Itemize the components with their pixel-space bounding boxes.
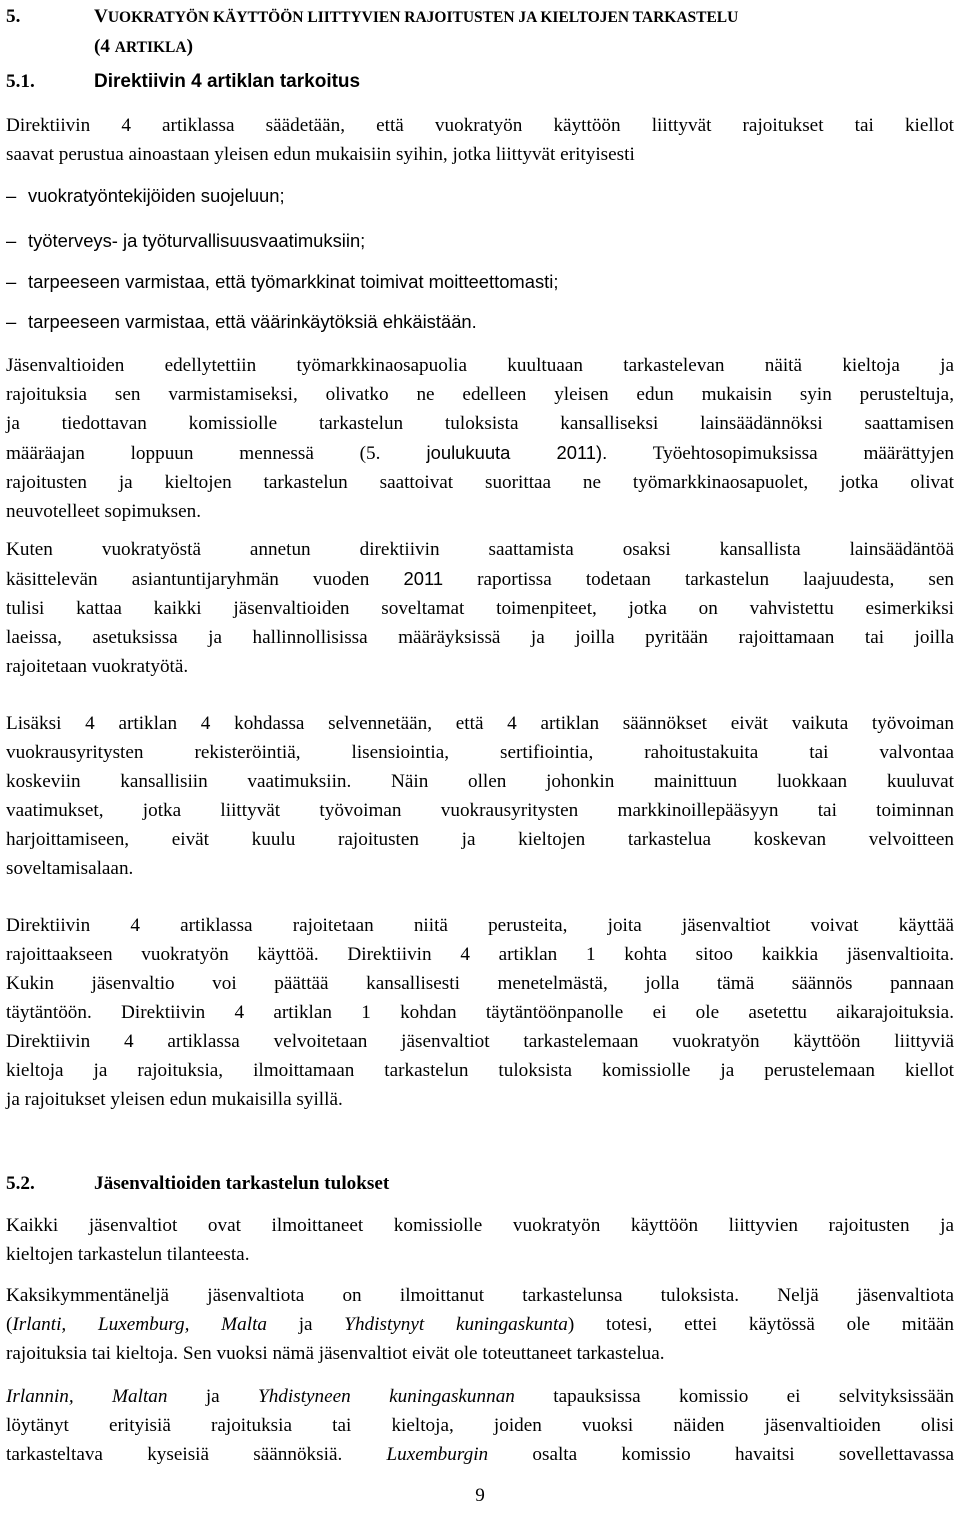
paragraph-text: raportissa todetaan tarkastelun laajuudesta, sen xyxy=(443,569,955,590)
paragraph-line: soveltamisalaan. xyxy=(6,858,134,879)
list-dash: – xyxy=(6,271,17,292)
paragraph-line xyxy=(6,1440,954,1469)
paragraph-line: rajoituksia tai kieltoja. Sen vuoksi nämä jäsenvaltiot eivät ole toteuttaneet tarkastelua. xyxy=(6,1343,665,1364)
paragraph-line: täytäntöön. Direktiivin 4 artiklan 1 kohdan täytäntöönpanolle ei ole asetettu aikarajoituksia. xyxy=(6,1002,954,1023)
deadline-date: joulukuuta 2011). xyxy=(380,442,608,463)
section-5-heading-line1 xyxy=(6,2,954,32)
paragraph-text: osalta komissio havaitsi sovellettavassa xyxy=(488,1444,954,1465)
paragraph-line xyxy=(6,1310,954,1339)
paragraph-line: Direktiivin 4 artiklassa rajoitetaan niitä perusteita, joita jäsenvaltiot voivat käyttää xyxy=(6,915,954,936)
paren-open: ( xyxy=(6,1314,13,1335)
paragraph-line: vuokrausyritysten rekisteröintiä, lisensiointia, sertifiointia, rahoitustakuita tai valvontaa xyxy=(6,742,954,763)
paragraph-line: Jäsenvaltioiden edellytettiin työmarkkinaosapuolia kuultuaan tarkastelevan näitä kieltoja ja xyxy=(6,355,954,376)
country-name: Yhdistynyt kuningaskunta xyxy=(344,1314,568,1335)
list-dash: – xyxy=(6,311,17,332)
paragraph-line: koskeviin kansallisiin vaatimuksiin. Näin ollen johonkin mainittuun luokkaan kuuluvat xyxy=(6,771,954,792)
section-5-1-title: Direktiivin 4 artiklan tarkoitus xyxy=(94,71,361,92)
list-dash: – xyxy=(6,230,17,251)
section-5-heading-line2 xyxy=(6,32,954,62)
paragraph-line: Lisäksi 4 artiklan 4 kohdassa selvennetään, että 4 artiklan säännökset eivät vaikuta työvoiman xyxy=(6,713,954,734)
section-5-1-paragraph-5 xyxy=(6,911,954,1114)
section-5-1-paragraph-3 xyxy=(6,535,954,681)
country-name: Luxemburgin xyxy=(386,1444,489,1465)
list-item xyxy=(6,307,954,336)
conjunction: ja xyxy=(267,1314,345,1335)
conjunction: ja xyxy=(167,1386,259,1407)
country-names: Irlannin, Maltan xyxy=(6,1386,168,1407)
section-5-title-initial: V xyxy=(94,6,108,27)
paragraph-text: ) totesi, ettei käytössä ole mitään xyxy=(567,1314,954,1335)
paragraph-text: Työehtosopimuksissa määrättyjen xyxy=(607,443,955,464)
section-5-2-paragraph-3 xyxy=(6,1382,954,1469)
intro-line-2: saavat perustua ainoastaan yleisen edun mukaisiin syihin, jotka liittyvät erityisesti xyxy=(6,144,635,165)
section-5-1-number: 5.1. xyxy=(6,71,35,92)
section-5-1-paragraph-4 xyxy=(6,709,954,883)
section-5-title-rest: UOKRATYÖN KÄYTTÖÖN LIITTYVIEN RAJOITUSTEN JA KIELTOJEN TARKASTELU xyxy=(107,9,739,26)
paragraph-line: rajoittaakseen vuokratyön käyttöä. Direktiivin 4 artiklan 1 kohta sitoo kaikkia jäsenvaltioita. xyxy=(6,944,954,965)
paragraph-line xyxy=(6,564,954,594)
list-dash: – xyxy=(6,185,17,206)
list-item-text: tarpeeseen varmistaa, että työmarkkinat toimivat moitteettomasti; xyxy=(28,271,559,292)
paragraph-line: vaatimukset, jotka liittyvät työvoiman vuokrausyritysten markkinoillepääsyyn tai toiminnan xyxy=(6,800,954,821)
paragraph-line: Kaikki jäsenvaltiot ovat ilmoittaneet komissiolle vuokratyön käyttöön liittyvien rajoitusten ja xyxy=(6,1215,954,1236)
paragraph-line: kieltojen tarkastelun tilanteesta. xyxy=(6,1244,250,1265)
section-5-title-close: ) xyxy=(186,36,193,57)
paragraph-line: rajoituksia sen varmistamiseksi, olivatko ne edelleen yleisen edun mukaisin syin perusteltuja, xyxy=(6,384,954,405)
list-item xyxy=(6,226,954,255)
intro-line-1: Direktiivin 4 artiklassa säädetään, että vuokratyön käyttöön liittyvät rajoitukset tai kiellot xyxy=(6,115,954,136)
list-item xyxy=(6,267,954,296)
list-item-text: vuokratyöntekijöiden suojeluun; xyxy=(28,185,285,206)
section-5-2-paragraph-2 xyxy=(6,1281,954,1368)
paragraph-line: neuvotelleet sopimuksen. xyxy=(6,501,202,522)
paragraph-line: ja rajoitukset yleisen edun mukaisilla syillä. xyxy=(6,1089,343,1110)
paragraph-line: rajoitetaan vuokratyötä. xyxy=(6,656,189,677)
section-5-2-number: 5.2. xyxy=(6,1173,35,1194)
paragraph-text: tarkasteltava kyseisiä säännöksiä. xyxy=(6,1444,387,1465)
section-5-title-artikla: ARTIKLA xyxy=(114,39,187,56)
paragraph-line: Direktiivin 4 artiklassa velvoitetaan jäsenvaltiot tarkastelemaan vuokratyön käyttöön liittyviä xyxy=(6,1031,954,1052)
paragraph-text: tapauksissa komissio ei selvityksissään xyxy=(514,1386,954,1407)
list-item-text: tarpeeseen varmistaa, että väärinkäytöksiä ehkäistään. xyxy=(28,311,477,332)
paragraph-line: harjoittamiseen, eivät kuulu rajoitusten ja kieltojen tarkastelua koskevan velvoitteen xyxy=(6,829,954,850)
section-5-1-heading xyxy=(6,67,954,96)
section-5-2-heading xyxy=(6,1169,954,1198)
paragraph-text: käsittelevän asiantuntijaryhmän vuoden xyxy=(6,569,404,590)
section-5-title-open: (4 xyxy=(94,36,115,57)
paragraph-line: tulisi kattaa kaikki jäsenvaltioiden soveltamat toimenpiteet, jotka on vahvistettu esimerkiksi xyxy=(6,598,954,619)
paragraph-line: Kukin jäsenvaltio voi päättää kansallisesti menetelmästä, jolla tämä säännös pannaan xyxy=(6,973,954,994)
section-5-number: 5. xyxy=(6,6,21,27)
list-item xyxy=(6,181,954,210)
paragraph-line xyxy=(6,438,954,468)
paragraph-line: Kaksikymmentäneljä jäsenvaltiota on ilmoittanut tarkastelunsa tuloksista. Neljä jäsenvaltiota xyxy=(6,1285,954,1306)
list-item-text: työterveys- ja työturvallisuusvaatimuksiin; xyxy=(28,230,366,251)
deadline-text: määräajan loppuun mennessä (5. xyxy=(6,443,381,464)
section-5-2-paragraph-1 xyxy=(6,1211,954,1269)
country-names: Irlanti, Luxemburg, Malta xyxy=(12,1314,267,1335)
section-5-1-intro xyxy=(6,111,954,169)
paragraph-line: löytänyt erityisiä rajoituksia tai kieltoja, joiden vuoksi näiden jäsenvaltioiden olisi xyxy=(6,1415,954,1436)
paragraph-line xyxy=(6,1382,954,1411)
page-number: 9 xyxy=(475,1485,485,1506)
paragraph-line: laeissa, asetuksissa ja hallinnollisissa määräyksissä ja joilla pyritään rajoittamaan tai joilla xyxy=(6,627,954,648)
paragraph-line: kieltoja ja rajoituksia, ilmoittamaan tarkastelun tuloksista komissiolle ja perustelemaan kiellot xyxy=(6,1060,954,1081)
paragraph-line: ja tiedottavan komissiolle tarkastelun tuloksista kansalliseksi lainsäädännöksi saattamisen xyxy=(6,413,954,434)
section-5-2-title: Jäsenvaltioiden tarkastelun tulokset xyxy=(94,1173,390,1194)
report-year: 2011 xyxy=(403,568,444,589)
paragraph-line: rajoitusten ja kieltojen tarkastelun saattoivat suorittaa ne työmarkkinaosapuolet, jotka olivat xyxy=(6,472,954,493)
paragraph-line: Kuten vuokratyöstä annetun direktiivin saattamista osaksi kansallista lainsäädäntöä xyxy=(6,539,954,560)
country-name: Yhdistyneen kuningaskunnan xyxy=(258,1386,515,1407)
section-5-heading xyxy=(6,2,954,62)
section-5-1-paragraph-2 xyxy=(6,351,954,526)
